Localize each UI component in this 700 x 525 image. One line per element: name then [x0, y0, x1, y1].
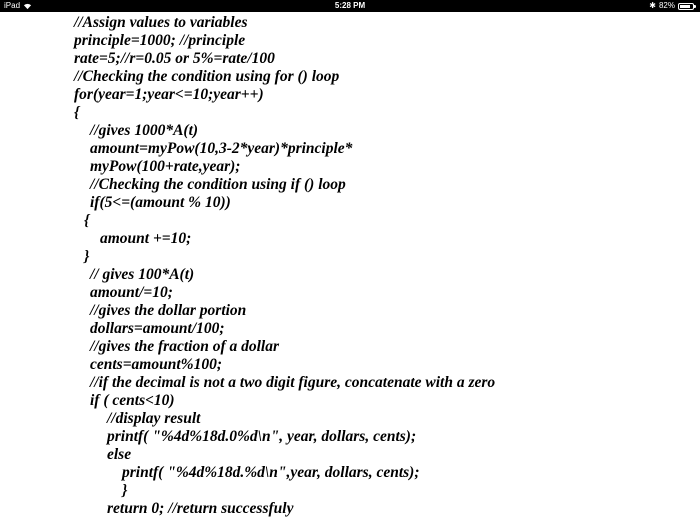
battery-percent: 82%: [658, 1, 675, 10]
status-bar: [0, 0, 700, 12]
code-line: //if the decimal is not a two digit figure, concatenate with a zero: [90, 374, 496, 391]
code-line: amount/=10;: [90, 284, 173, 301]
battery-icon: [678, 3, 694, 10]
code-line: principle=1000; //principle: [74, 32, 246, 49]
code-line: for(year=1;year<=10;year++): [74, 86, 264, 103]
bluetooth-icon: ✱: [649, 1, 656, 10]
status-right: [649, 0, 696, 12]
code-block: [0, 14, 700, 525]
code-line: //gives the dollar portion: [90, 302, 247, 319]
code-line: //display result: [107, 410, 201, 427]
code-line: if(5<=(amount % 10)): [90, 194, 231, 211]
code-line: if ( cents<10): [90, 392, 175, 409]
code-line: //gives 1000*A(t): [90, 122, 199, 139]
code-line: rate=5;//r=0.05 or 5%=rate/100: [74, 50, 275, 67]
code-line: //Checking the condition using if () loop: [90, 176, 346, 193]
code-line: // gives 100*A(t): [90, 266, 195, 283]
code-line: }: [122, 482, 128, 499]
battery-fill: [680, 5, 690, 8]
code-line: amount=myPow(10,3-2*year)*principle*: [90, 140, 353, 157]
code-line: {: [84, 212, 90, 229]
code-line: {: [74, 104, 80, 121]
code-line: printf( "%4d%18d.0%d\n", year, dollars, cents);: [107, 428, 417, 445]
status-time: 5:28 PM: [334, 1, 366, 10]
device-label: iPad: [4, 1, 21, 10]
code-line: cents=amount%100;: [90, 356, 222, 373]
code-line: return 0; //return successfuly: [107, 500, 294, 517]
code-line: }: [84, 248, 90, 265]
code-line: amount +=10;: [100, 230, 192, 247]
code-line: //Assign values to variables: [74, 14, 248, 31]
code-line: //gives the fraction of a dollar: [90, 338, 280, 355]
code-line: else: [107, 446, 132, 463]
code-line: //Checking the condition using for () loop: [74, 68, 340, 85]
code-line: myPow(100+rate,year);: [90, 158, 241, 175]
code-line: dollars=amount/100;: [90, 320, 225, 337]
code-line: printf( "%4d%18d.%d\n",year, dollars, cents);: [122, 464, 420, 481]
